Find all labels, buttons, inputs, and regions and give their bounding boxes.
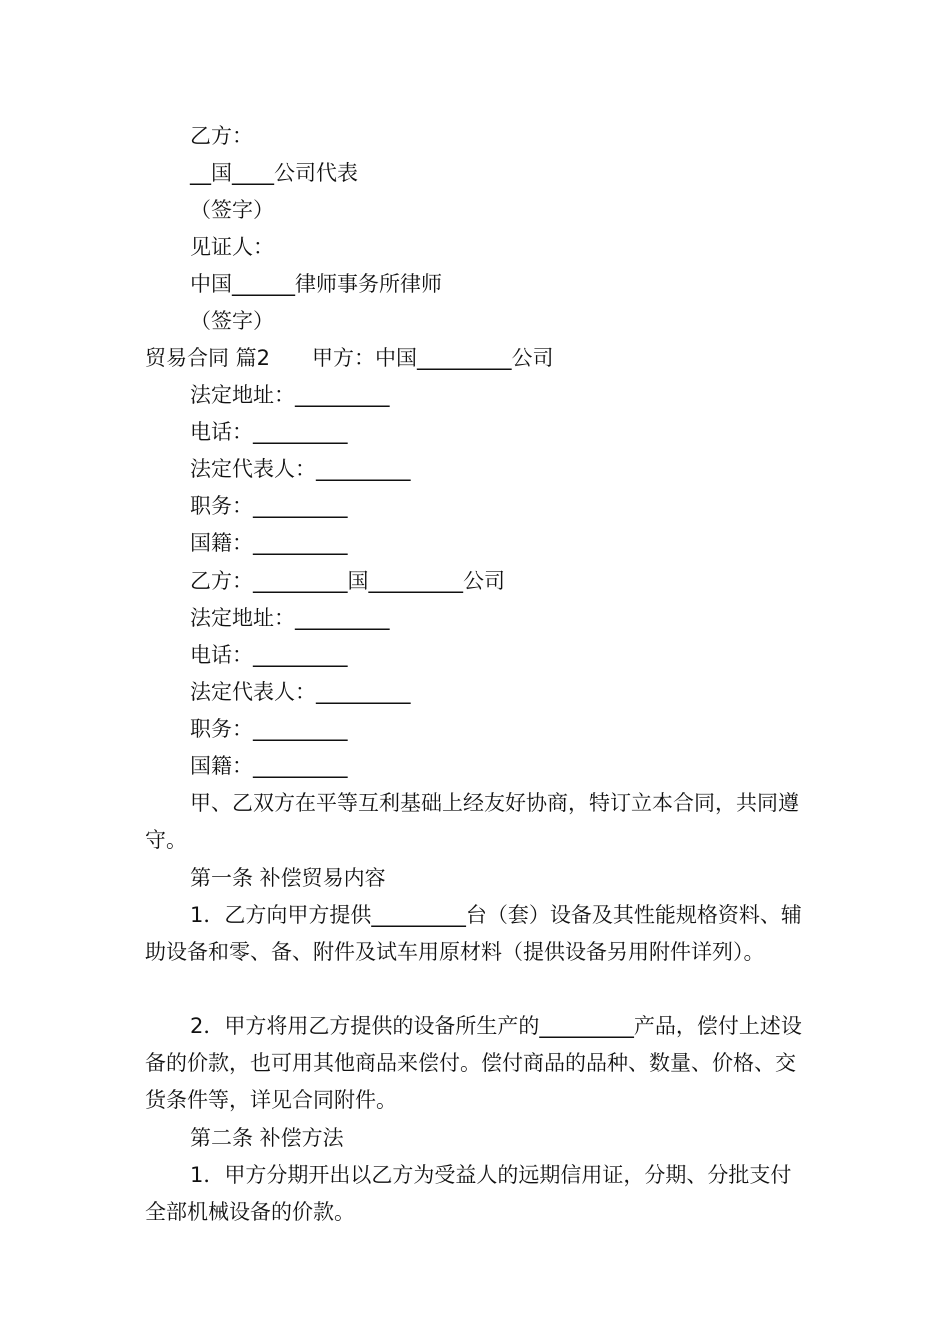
party-b-representative: __国____公司代表 (190, 161, 358, 185)
party-a-position: 职务：_________ (190, 494, 348, 518)
party-b-nationality: 国籍：_________ (190, 754, 348, 778)
article-1-clause-2: 2．甲方将用乙方提供的设备所生产的_________产品，偿付上述设备的价款，也可用其他商品来偿付。偿付商品的品种、数量、价格、交货条件等，详见合同附件。 (145, 1014, 802, 1113)
article-1-heading: 第一条 补偿贸易内容 (190, 866, 386, 890)
party-a-nationality: 国籍：_________ (190, 531, 348, 555)
article-1-clause-1: 1．乙方向甲方提供_________台（套）设备及其性能规格资料、辅助设备和零、备、附件及试车用原材料（提供设备另用附件详列）。 (145, 903, 802, 965)
party-b-legal-rep: 法定代表人：_________ (190, 680, 411, 704)
signature-placeholder: （签字） (190, 198, 274, 222)
signature-placeholder: （签字） (190, 309, 274, 333)
contract-title-line: 贸易合同 篇2 甲方：中国_________公司 (145, 346, 554, 370)
preamble-paragraph: 甲、乙双方在平等互利基础上经友好协商，特订立本合同，共同遵守。 (145, 791, 799, 853)
party-b-phone: 电话：_________ (190, 643, 348, 667)
article-2-heading: 第二条 补偿方法 (190, 1126, 344, 1150)
party-b-company: 乙方：_________国_________公司 (190, 569, 505, 593)
witness-lawyer: 中国______律师事务所律师 (190, 272, 442, 296)
party-a-address: 法定地址：_________ (190, 383, 390, 407)
party-b-label: 乙方： (190, 124, 253, 148)
article-2-clause-1: 1．甲方分期开出以乙方为受益人的远期信用证，分期、分批支付全部机械设备的价款。 (145, 1163, 792, 1225)
party-a-phone: 电话：_________ (190, 420, 348, 444)
party-b-position: 职务：_________ (190, 717, 348, 741)
witness-label: 见证人： (190, 235, 274, 259)
party-a-legal-rep: 法定代表人：_________ (190, 457, 411, 481)
party-b-address: 法定地址：_________ (190, 606, 390, 630)
